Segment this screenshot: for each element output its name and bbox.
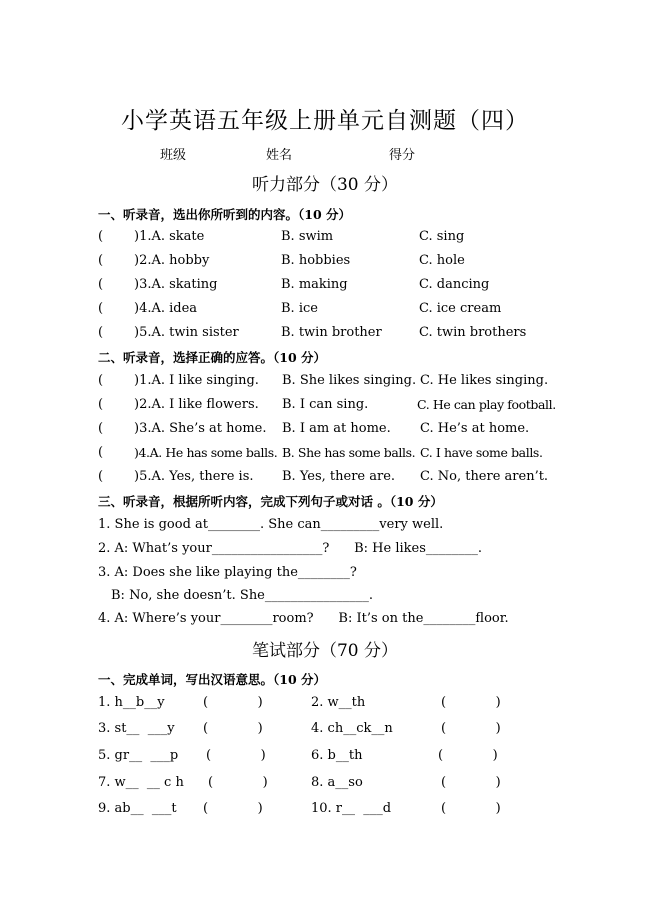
option-c: C. He likes singing. bbox=[420, 373, 549, 388]
word-item: 4. ch__ck__n bbox=[311, 721, 393, 736]
option-c: C. hole bbox=[419, 253, 465, 268]
meaning-paren: ( ) bbox=[441, 801, 501, 816]
option-b: B. twin brother bbox=[281, 325, 382, 340]
option-c: C. I have some balls. bbox=[420, 445, 543, 460]
option-b: B. She likes singing. bbox=[282, 373, 417, 388]
listening-section3-title: 三、听录音，根据所听内容，完成下列句子或对话 。（10 分） bbox=[98, 494, 443, 509]
word-item: 8. a__so bbox=[311, 775, 363, 790]
option-c: C. No, there aren’t. bbox=[420, 469, 549, 484]
option-a: )4.A. idea bbox=[134, 301, 198, 316]
option-b: B. making bbox=[281, 277, 348, 292]
option-b: B. She has some balls. bbox=[282, 445, 416, 460]
question-paren: ( bbox=[98, 325, 104, 340]
meaning-paren: ( ) bbox=[438, 748, 498, 763]
option-c: C. dancing bbox=[419, 277, 490, 292]
class-label: 班级 bbox=[160, 148, 187, 163]
question-paren: ( bbox=[98, 301, 104, 316]
word-item: 5. gr__ ___p bbox=[98, 748, 179, 763]
question-paren: ( bbox=[98, 229, 104, 244]
option-a: )3.A. skating bbox=[134, 277, 218, 292]
listening-heading: 听力部分（30 分） bbox=[251, 175, 399, 195]
question-paren: ( bbox=[98, 277, 104, 292]
writing-heading: 笔试部分（70 分） bbox=[251, 641, 399, 661]
question-paren: ( bbox=[98, 397, 104, 412]
writing-section1-title: 一、完成单词，写出汉语意思。（10 分） bbox=[98, 672, 326, 687]
option-c: C. ice cream bbox=[419, 301, 502, 316]
option-a: )4.A. He has some balls. bbox=[134, 445, 278, 460]
question-paren: ( bbox=[98, 469, 104, 484]
word-item: 1. h__b__y bbox=[98, 695, 165, 710]
listening-section1-title: 一、听录音，选出你所听到的内容。（10 分） bbox=[98, 207, 351, 222]
word-item: 6. b__th bbox=[311, 748, 363, 763]
question-paren: ( bbox=[98, 421, 104, 436]
fill-line: B: No, she doesn’t. She________________. bbox=[111, 588, 374, 603]
option-b: B. swim bbox=[281, 229, 334, 244]
option-a: )2.A. hobby bbox=[134, 253, 210, 268]
fill-line: 4. A: Where’s your________room? B: It’s on the________floor. bbox=[98, 611, 509, 626]
word-item: 7. w__ __ c h bbox=[98, 775, 184, 790]
word-item: 10. r__ ___d bbox=[311, 801, 392, 816]
option-a: )1.A. skate bbox=[134, 229, 205, 244]
option-c: C. sing bbox=[419, 229, 465, 244]
word-item: 2. w__th bbox=[311, 695, 366, 710]
word-item: 3. st__ ___y bbox=[98, 721, 175, 736]
option-a: )3.A. She’s at home. bbox=[134, 421, 267, 436]
meaning-paren: ( ) bbox=[203, 695, 263, 710]
meaning-paren: ( ) bbox=[208, 775, 268, 790]
option-a: )5.A. twin sister bbox=[134, 325, 239, 340]
fill-line: 1. She is good at________. She can_________very well. bbox=[98, 517, 444, 532]
meaning-paren: ( ) bbox=[441, 721, 501, 736]
page-title: 小学英语五年级上册单元自测题（四） bbox=[121, 108, 529, 134]
option-b: B. hobbies bbox=[281, 253, 351, 268]
word-item: 9. ab__ ___t bbox=[98, 801, 177, 816]
fill-line: 3. A: Does she like playing the________? bbox=[98, 565, 357, 580]
fill-line: 2. A: What’s your_________________? B: He likes________. bbox=[98, 541, 483, 556]
meaning-paren: ( ) bbox=[441, 695, 501, 710]
option-b: B. Yes, there are. bbox=[282, 469, 396, 484]
question-paren: ( bbox=[98, 373, 104, 388]
listening-section2-title: 二、听录音，选择正确的应答。（10 分） bbox=[98, 350, 326, 365]
meaning-paren: ( ) bbox=[206, 748, 266, 763]
score-label: 得分 bbox=[389, 148, 416, 163]
option-c: C. He can play football. bbox=[417, 397, 556, 412]
meaning-paren: ( ) bbox=[203, 801, 263, 816]
option-c: C. twin brothers bbox=[419, 325, 527, 340]
question-paren: ( bbox=[98, 253, 104, 268]
option-b: B. ice bbox=[281, 301, 318, 316]
meaning-paren: ( ) bbox=[203, 721, 263, 736]
question-paren: ( bbox=[98, 445, 104, 460]
meaning-paren: ( ) bbox=[441, 775, 501, 790]
option-a: )5.A. Yes, there is. bbox=[134, 469, 254, 484]
option-b: B. I can sing. bbox=[282, 397, 369, 412]
name-label: 姓名 bbox=[266, 148, 293, 163]
option-a: )2.A. I like flowers. bbox=[134, 397, 259, 412]
option-b: B. I am at home. bbox=[282, 421, 391, 436]
option-a: )1.A. I like singing. bbox=[134, 373, 259, 388]
option-c: C. He’s at home. bbox=[420, 421, 530, 436]
